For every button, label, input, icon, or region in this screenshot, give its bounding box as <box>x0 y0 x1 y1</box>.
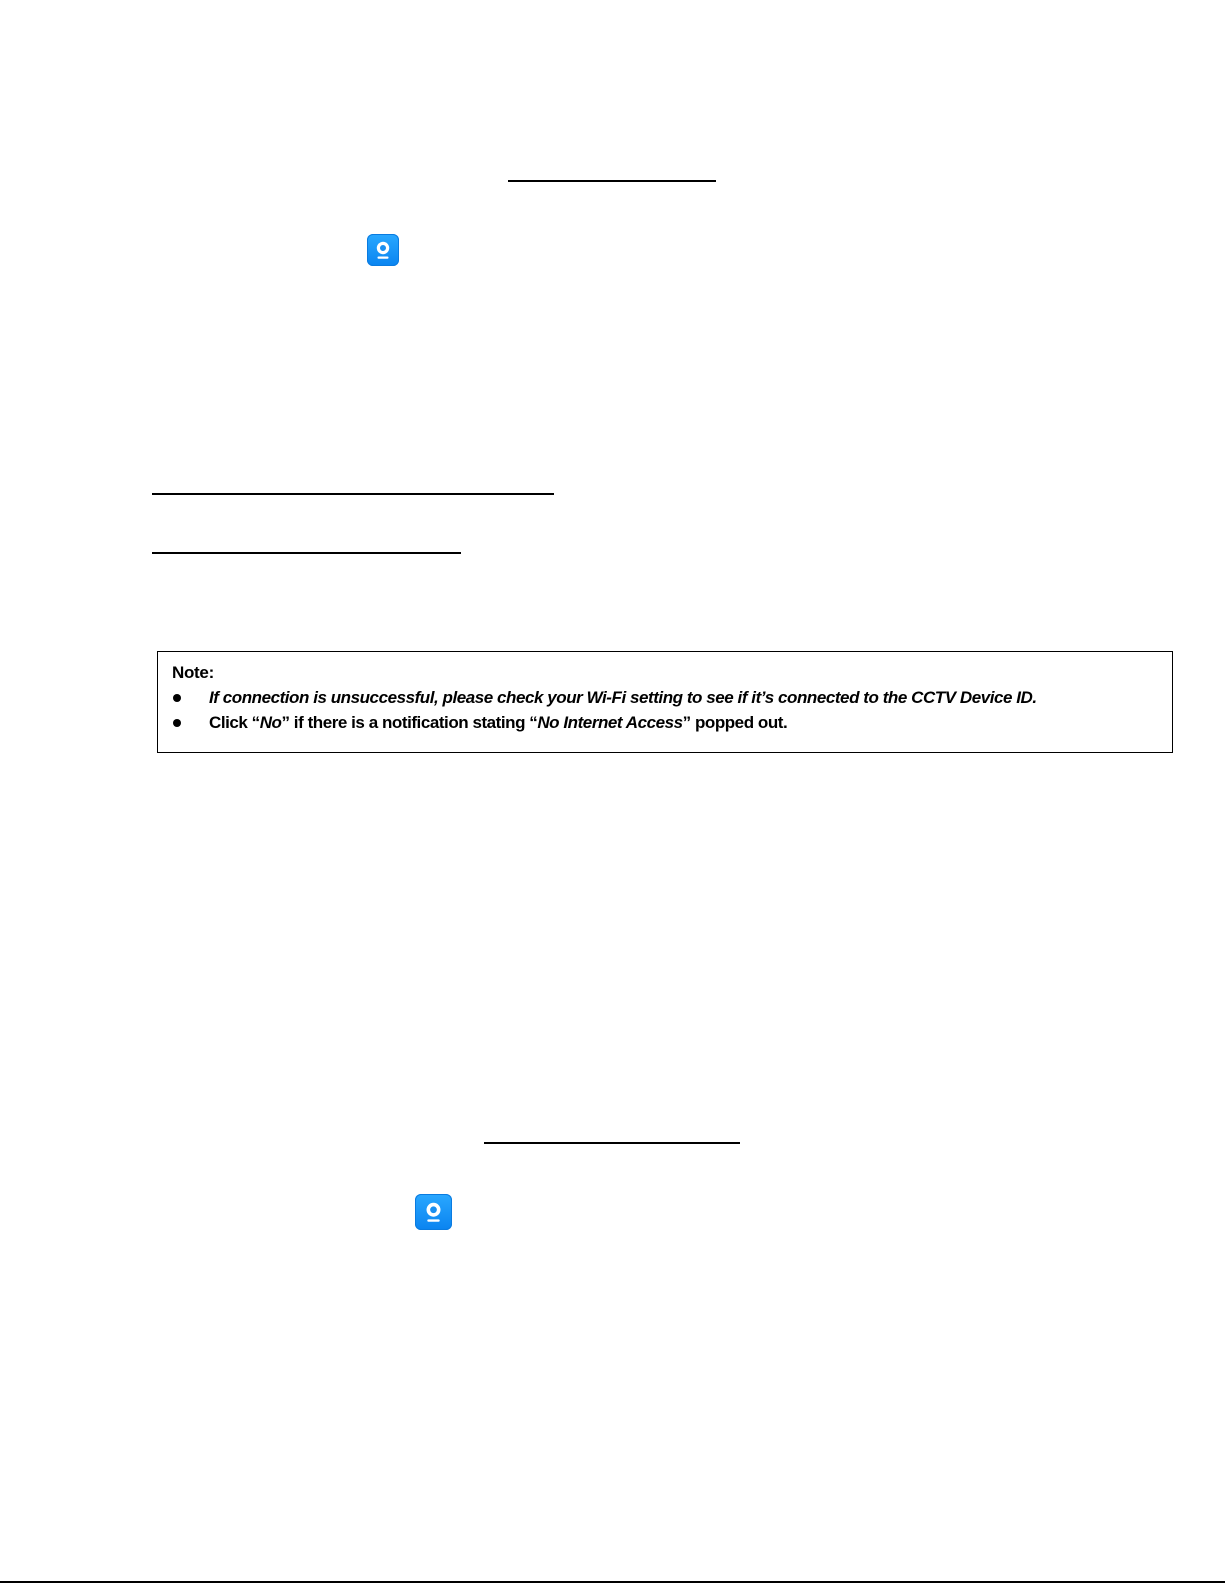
note-item-no-internet <box>172 710 1158 735</box>
note-title: Note: <box>172 663 214 682</box>
camera-icon <box>415 1194 452 1230</box>
section-heading-underline <box>152 493 554 495</box>
camera-app-icon <box>367 234 399 266</box>
camera-app-icon-second <box>415 1194 452 1230</box>
camera-icon <box>367 234 399 266</box>
note-item-emphasis-no-internet: No Internet Access <box>537 713 683 732</box>
note-item-prefix: Click “ <box>209 713 260 732</box>
note-item-emphasis-no: No <box>259 713 282 732</box>
note-box <box>157 651 1173 753</box>
note-list <box>172 685 1158 735</box>
subsection-heading-underline <box>152 552 461 554</box>
note-item-suffix: ” popped out. <box>682 713 788 732</box>
page-footer-line <box>0 1581 1225 1583</box>
note-item-middle: ” if there is a notification stating “ <box>281 713 538 732</box>
bullet-icon <box>173 694 181 702</box>
bullet-icon <box>173 719 181 727</box>
heading-underline-bottom <box>484 1142 740 1144</box>
heading-underline-top <box>508 180 716 182</box>
note-item-text: If connection is unsuccessful, please check your Wi-Fi setting to see if it’s connected to the CCTV Device ID. <box>209 688 1037 707</box>
note-item-connection <box>172 685 1158 710</box>
